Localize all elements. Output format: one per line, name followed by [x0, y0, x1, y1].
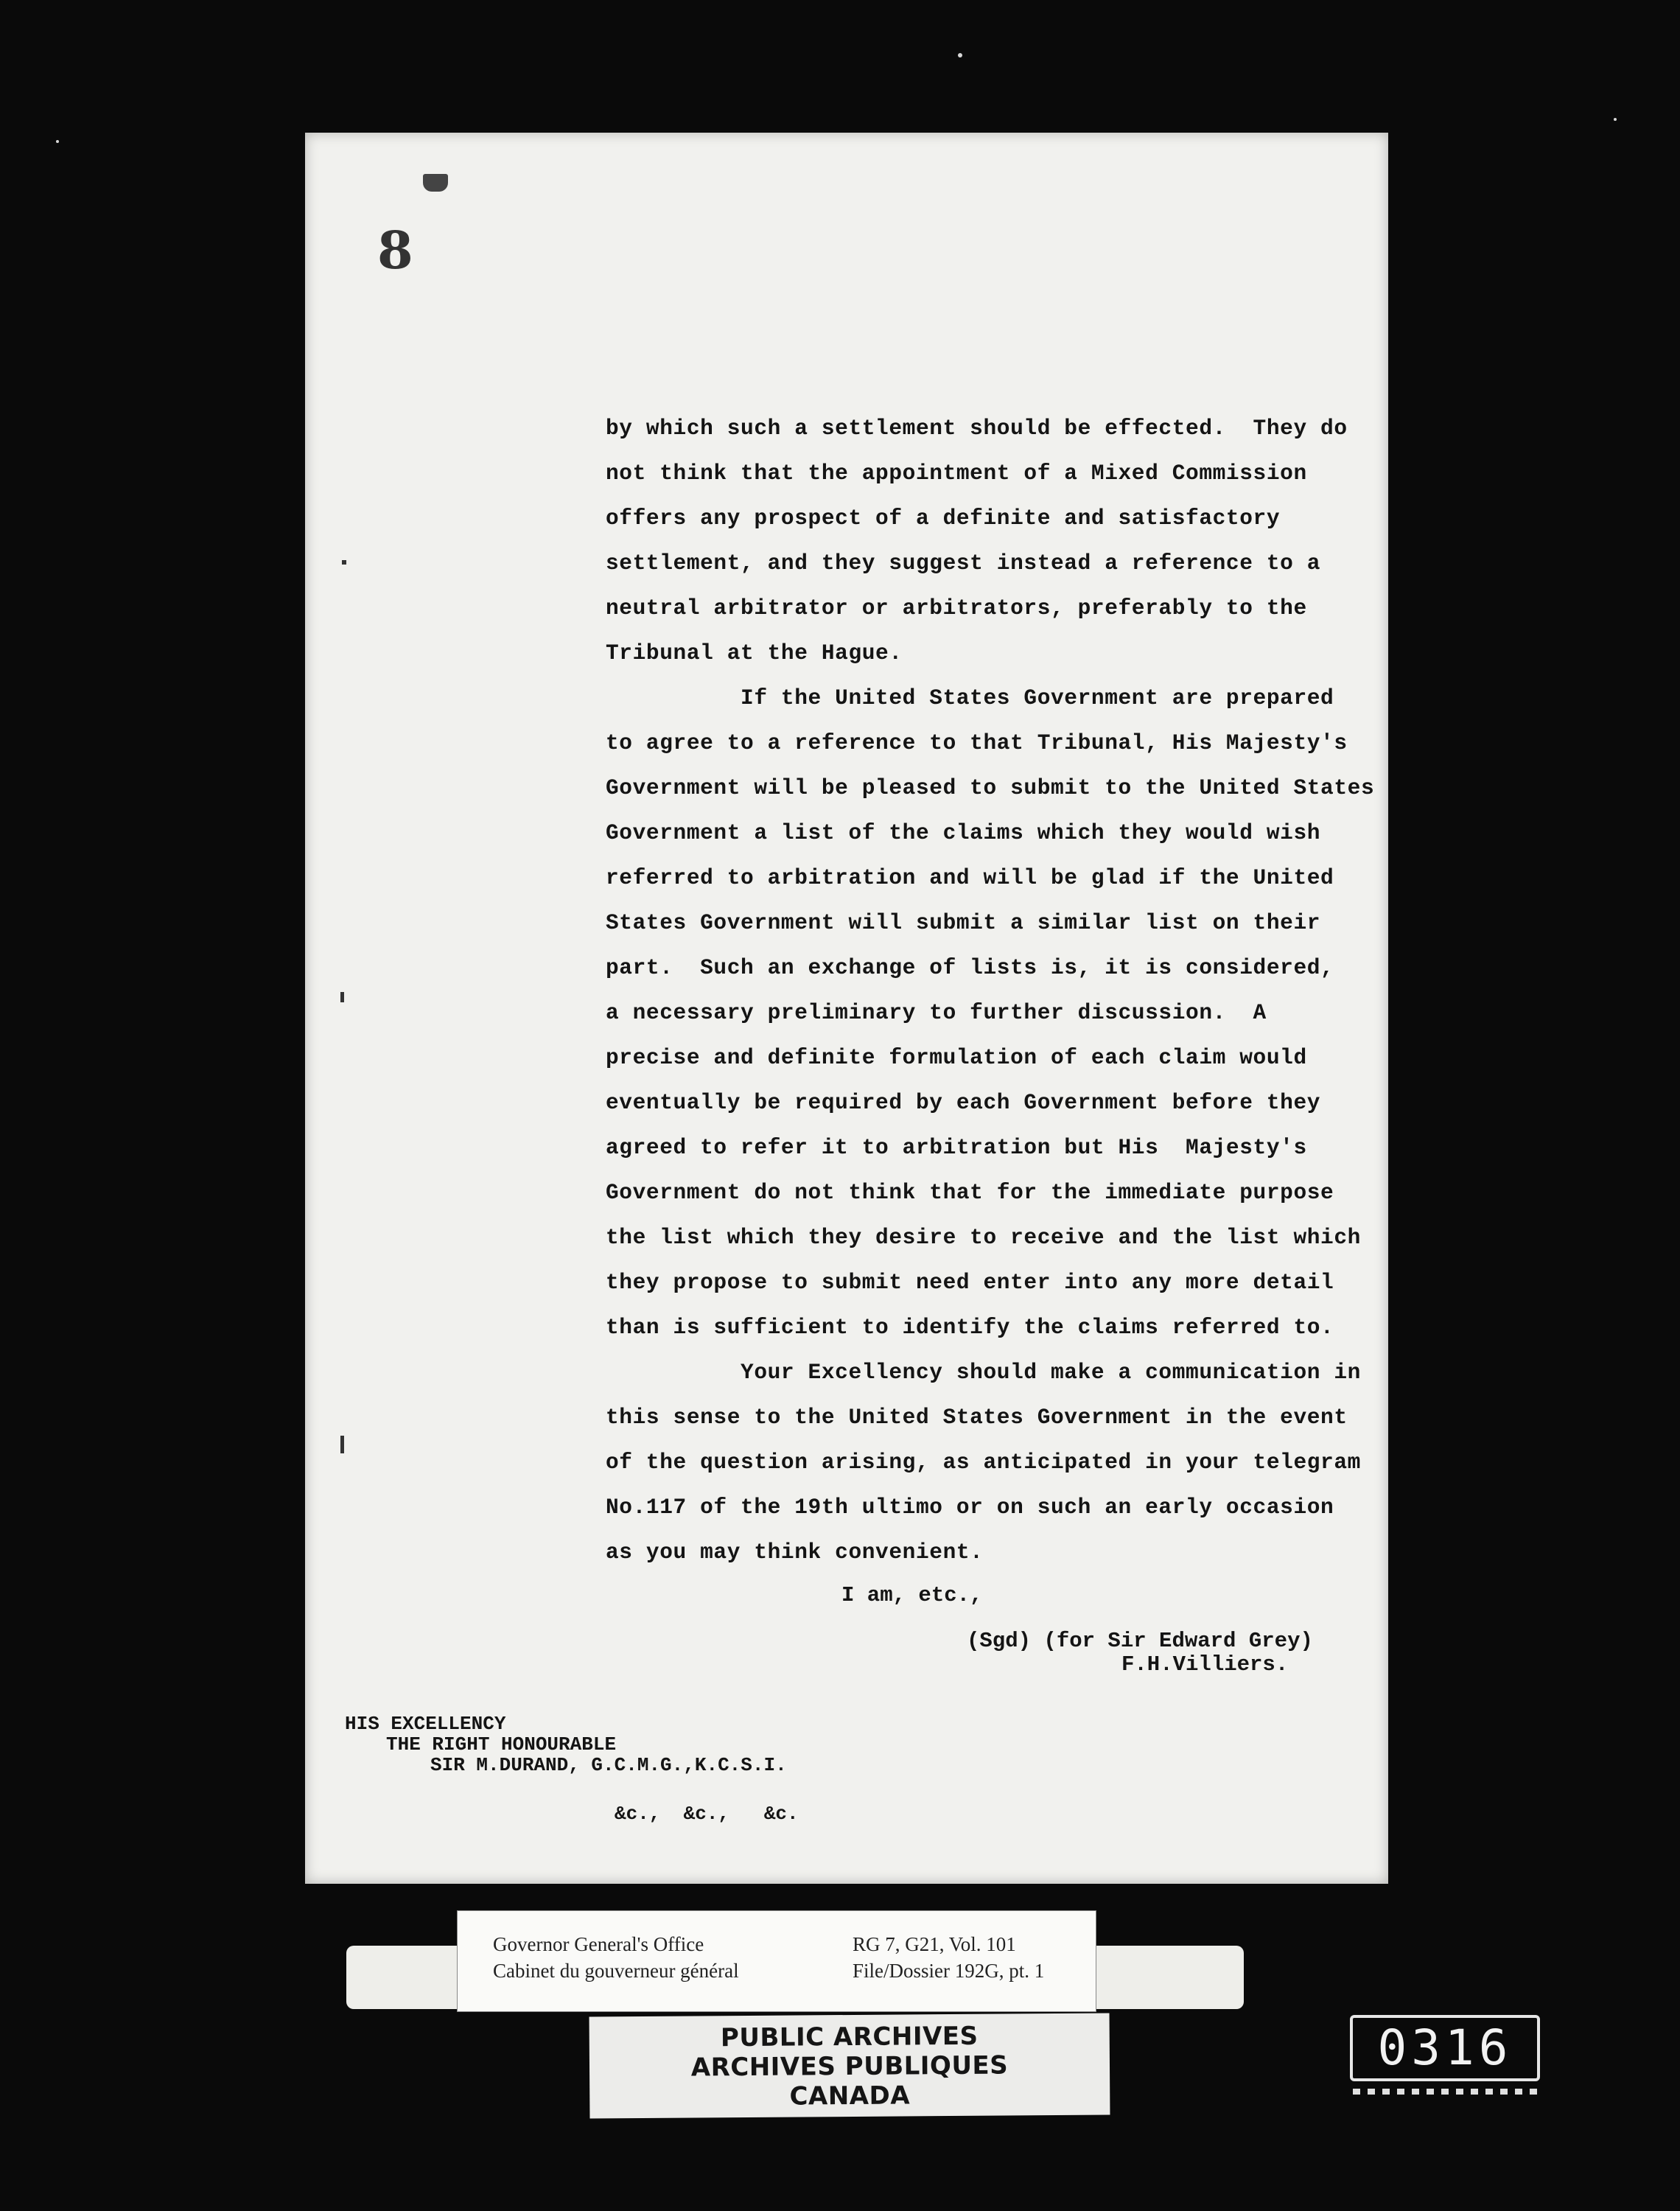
body-line: the list which they desire to receive and the list which — [606, 1225, 1361, 1250]
body-line: Government do not think that for the immediate purpose — [606, 1180, 1334, 1205]
body-line: Government will be pleased to submit to the United States — [606, 775, 1375, 800]
body-line: eventually be required by each Government before they — [606, 1090, 1321, 1115]
page-number: 8 — [377, 220, 413, 281]
public-archives-stamp — [589, 2013, 1110, 2119]
body-line: agreed to refer it to arbitration but His Majesty's — [606, 1135, 1307, 1160]
body-line: Tribunal at the Hague. — [606, 640, 903, 666]
address-line: &c., &c., &c. — [615, 1803, 799, 1825]
archive-reference-card — [457, 1910, 1096, 2012]
body-line: Government a list of the claims which they would wish — [606, 820, 1321, 845]
film-perforation — [1353, 2089, 1537, 2095]
body-line: precise and definite formulation of each claim would — [606, 1045, 1307, 1070]
stamp-line: PUBLIC ARCHIVES — [720, 2021, 979, 2053]
office-english: Governor General's Office — [493, 1933, 704, 1955]
body-line: they propose to submit need enter into any more detail — [606, 1270, 1334, 1295]
body-line: by which such a settlement should be effected. They do — [606, 416, 1348, 441]
body-line: neutral arbitrator or arbitrators, preferably to the — [606, 595, 1307, 621]
body-line: a necessary preliminary to further discussion. A — [606, 1000, 1267, 1025]
body-line: No.117 of the 19th ultimo or on such an early occasion — [606, 1495, 1334, 1520]
margin-mark — [423, 174, 448, 192]
body-line: not think that the appointment of a Mixed Commission — [606, 461, 1307, 486]
document-page — [305, 133, 1388, 1884]
body-line: referred to arbitration and will be glad if the United — [606, 865, 1334, 890]
record-group: RG 7, G21, Vol. 101 — [853, 1933, 1016, 1955]
file-reference: File/Dossier 192G, pt. 1 — [853, 1960, 1045, 1982]
body-line: Your Excellency should make a communication in — [606, 1360, 1361, 1385]
body-line: settlement, and they suggest instead a reference to a — [606, 551, 1321, 576]
margin-mark — [340, 1436, 344, 1453]
address-line: THE RIGHT HONOURABLE — [386, 1733, 617, 1756]
body-line: than is sufficient to identify the claims referred to. — [606, 1315, 1334, 1340]
body-line: part. Such an exchange of lists is, it is considered, — [606, 955, 1334, 980]
frame-counter — [1350, 2015, 1540, 2081]
closing: I am, etc., — [841, 1583, 983, 1607]
address-line: HIS EXCELLENCY — [345, 1713, 506, 1735]
stamp-line: CANADA — [789, 2081, 911, 2112]
signature-name: F.H.Villiers. — [1121, 1652, 1289, 1677]
margin-mark — [342, 560, 346, 565]
margin-mark — [340, 992, 344, 1002]
body-line: If the United States Government are prepared — [606, 685, 1334, 710]
body-line: to agree to a reference to that Tribunal, His Majesty's — [606, 730, 1348, 755]
body-line: this sense to the United States Government in the event — [606, 1405, 1348, 1430]
body-line: of the question arising, as anticipated in your telegram — [606, 1450, 1361, 1475]
address-line: SIR M.DURAND, G.C.M.G.,K.C.S.I. — [430, 1754, 787, 1776]
frame-number: 0316 — [1377, 2019, 1513, 2076]
body-line: as you may think convenient. — [606, 1540, 984, 1565]
body-line: offers any prospect of a definite and satisfactory — [606, 506, 1281, 531]
stamp-line: ARCHIVES PUBLIQUES — [690, 2050, 1009, 2083]
office-french: Cabinet du gouverneur général — [493, 1960, 739, 1982]
body-line: States Government will submit a similar list on their — [606, 910, 1321, 935]
signature-line: (Sgd) (for Sir Edward Grey) — [967, 1629, 1313, 1653]
